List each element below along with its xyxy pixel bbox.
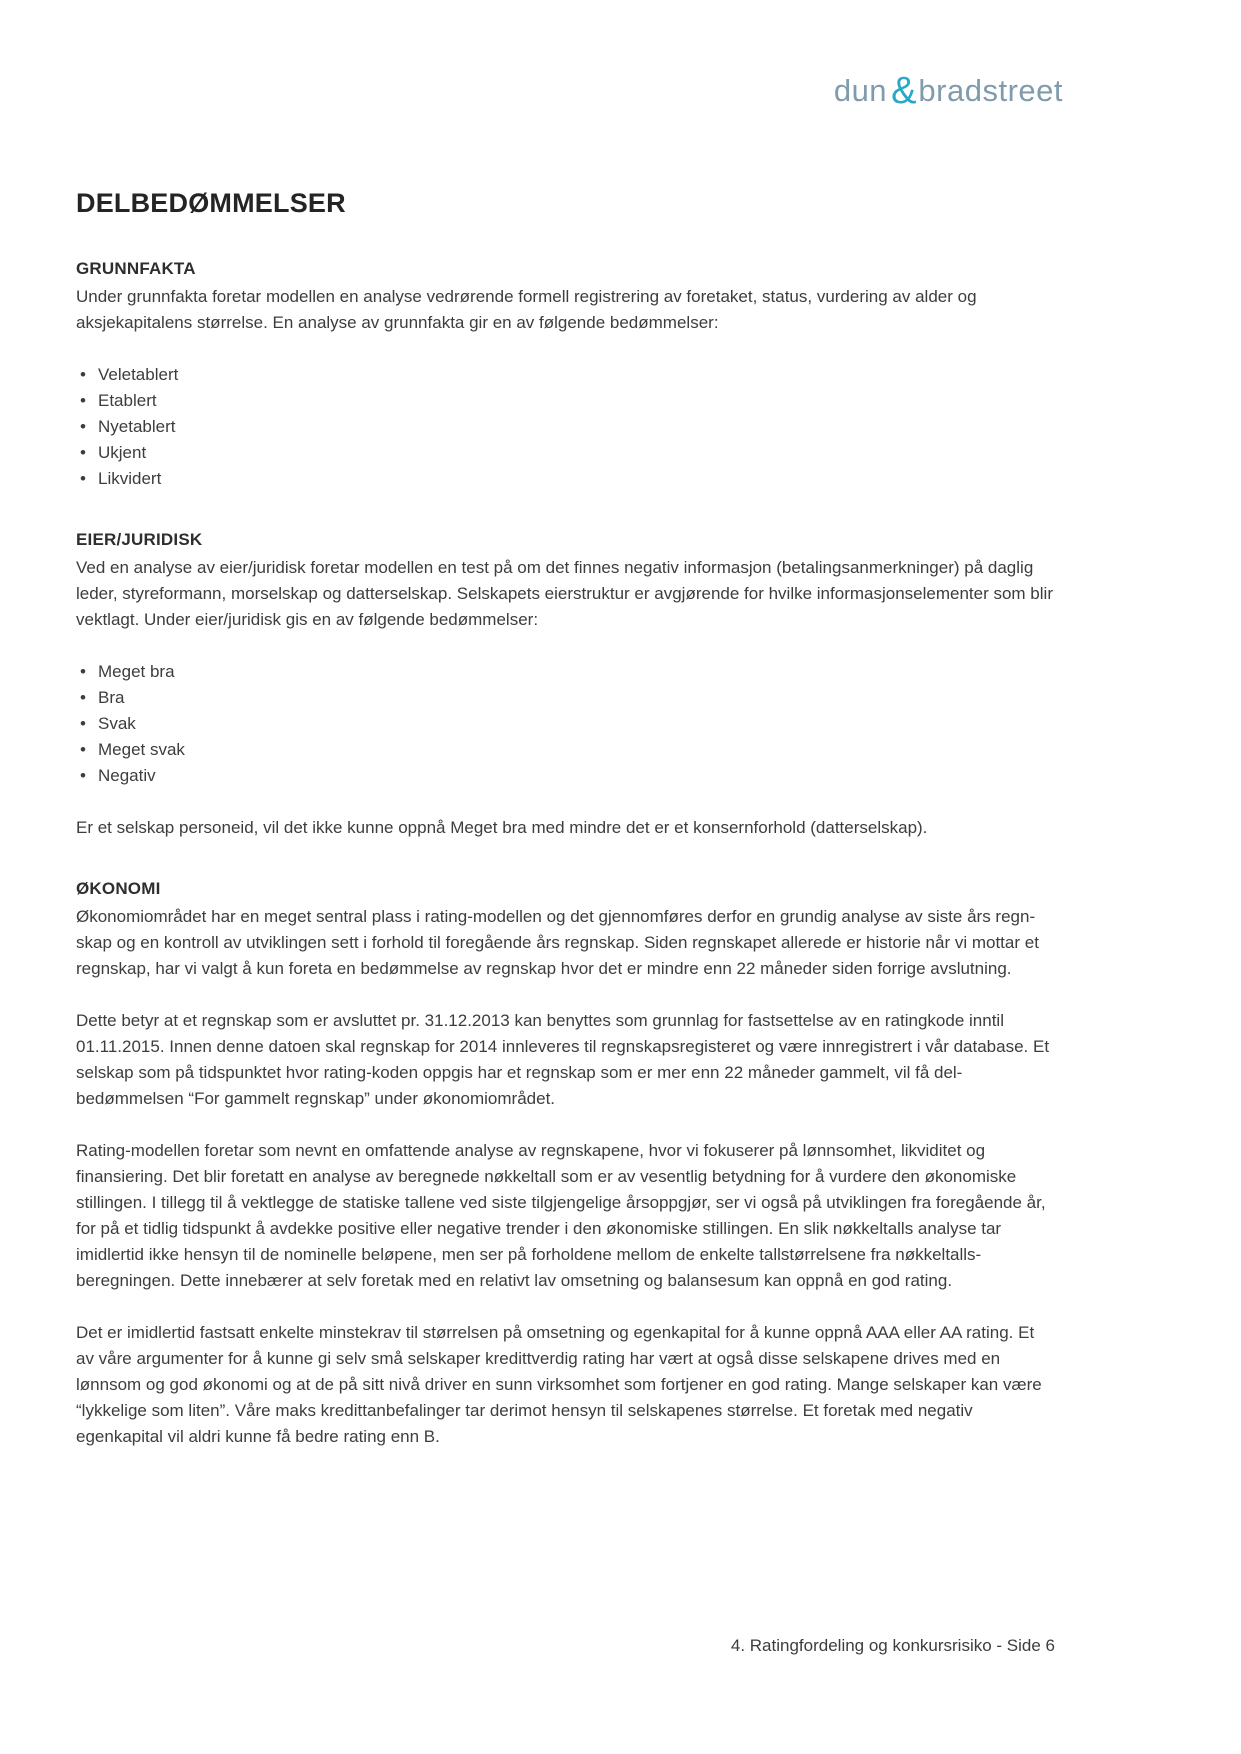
list-item: • Svak (80, 711, 1056, 737)
list-item: • Etablert (80, 388, 1056, 414)
section-intro-grunnfakta: Under grunnfakta foretar modellen en analyse vedrørende formell registrering av foretaket, status, vurdering av alder og aksjekapitalens størrelse. En analyse av grunnfakta gir en av følgende bedømmelser: (76, 287, 977, 332)
paragraph: Rating-modellen foretar som nevnt en omfattende analyse av regnskapene, hvor vi fokuserer på lønnsomhet, likviditet og finansiering. Det blir foretatt en analyse av beregnede nøkkeltall som er av vesentlig betydning for å vurdere den økonomiske stillingen. I tillegg til å vektlegge de statiske tallene ved siste tilgjengelige årsoppgjør, ser vi også på utviklingen fra foregående år, for på et tidlig tidspunkt å avdekke positive eller negative trender i den økonomiske stillingen. En slik nøkkeltalls analyse tar imidlertid ikke hensyn til de nominelle beløpene, men ser på forholdene mellom de enkelte tallstørrelsene fra nøkkeltalls- beregningen. Dette innebærer at selv foretak med en relativt lav omsetning og balansesum kan oppnå en god rating. (76, 1141, 1046, 1290)
paragraph: Det er imidlertid fastsatt enkelte minstekrav til størrelsen på omsetning og egenkapital for å kunne oppnå AAA eller AA rating. Et av våre argumenter for å kunne gi selv små selskaper kredittverdig rating har vært at også disse selskapene drives med en lønnsom og god økonomi og at de på sitt nivå driver en sunn virksomhet som fortjener en god rating. Mange selskaper kan være “lykkelige som liten”. Våre maks kredittanbefalinger tar derimot hensyn til selskapenes størrelse. Et foretak med negativ egenkapital vil aldri kunne få bedre rating enn B. (76, 1323, 1042, 1446)
section-heading-grunnfakta: GRUNNFAKTA (76, 259, 196, 278)
logo-ampersand-icon: & (891, 70, 917, 112)
document-content (76, 188, 1056, 1488)
section-heading-eier-juridisk: EIER/JURIDISK (76, 530, 203, 549)
section-eier-juridisk (76, 530, 1056, 841)
list-item: • Negativ (80, 763, 1056, 789)
page-title: DELBEDØMMELSER (76, 188, 346, 218)
list-item: • Meget bra (80, 659, 1056, 685)
page-footer-text: 4. Ratingfordeling og konkursrisiko - Side 6 (730, 1636, 1055, 1655)
bullet-list-grunnfakta (80, 362, 1056, 492)
paragraph: Økonomiområdet har en meget sentral plass i rating-modellen og det gjennomføres derfor en grundig analyse av siste års regn- skap og en kontroll av utviklingen sett i forhold til foregående års regnskap. Siden regnskapet allerede er historie når vi mottar et regnskap, har vi valgt å kun foreta en bedømmelse av regnskap hvor det er mindre enn 22 måneder siden forrige avslutning. (76, 907, 1039, 978)
logo-word-dun: dun (833, 73, 888, 108)
list-item: • Nyetablert (80, 414, 1056, 440)
list-item: • Meget svak (80, 737, 1056, 763)
bullet-list-eier-juridisk (80, 659, 1056, 789)
list-item: • Likvidert (80, 466, 1056, 492)
list-item: • Veletablert (80, 362, 1056, 388)
section-grunnfakta (76, 259, 1056, 492)
list-item: • Bra (80, 685, 1056, 711)
logo-word-bradstreet: bradstreet (918, 73, 1063, 108)
section-okonomi (76, 879, 1056, 1450)
dun-bradstreet-logo (833, 70, 1063, 112)
section-intro-eier-juridisk: Ved en analyse av eier/juridisk foretar modellen en test på om det finnes negativ informasjon (betalingsanmerkninger) på daglig leder, styreformann, morselskap og datterselskap. Selskapets eierstruktur er avgjørende for hvilke informasjonselementer som blir vektlagt. Under eier/juridisk gis en av følgende bedømmelser: (76, 558, 1053, 629)
page-footer (731, 1636, 1055, 1656)
section-heading-okonomi: ØKONOMI (76, 879, 161, 898)
list-item: • Ukjent (80, 440, 1056, 466)
paragraph: Dette betyr at et regnskap som er avsluttet pr. 31.12.2013 kan benyttes som grunnlag for fastsettelse av en ratingkode inntil 01.11.2015. Innen denne datoen skal regnskap for 2014 innleveres til regnskapsregisteret og være innregistrert i vår database. Et selskap som på tidspunktet hvor rating-koden oppgis har et regnskap som er mer enn 22 måneder gammelt, vil få del- bedømmelsen “For gammelt regnskap” under økonomiområdet. (76, 1011, 1050, 1108)
section-note-eier-juridisk: Er et selskap personeid, vil det ikke kunne oppnå Meget bra med mindre det er et konsernforhold (datterselskap). (76, 818, 928, 837)
